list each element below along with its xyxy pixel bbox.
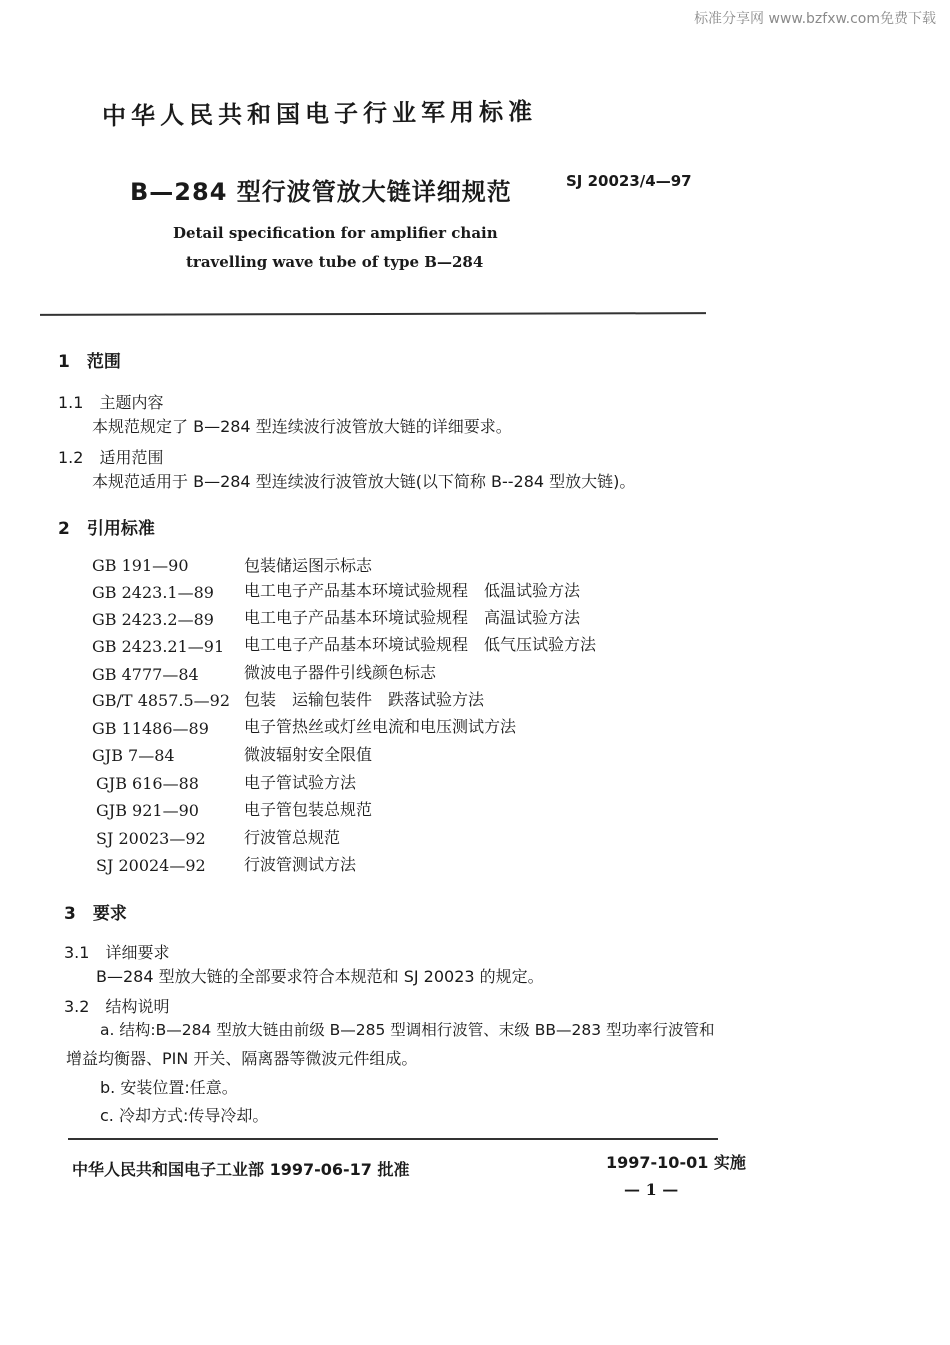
reference-title: 电工电子产品基本环境试验规程 低气压试验方法: [244, 635, 597, 654]
reference-code: GB 11486—89: [92, 719, 209, 738]
document-code: SJ 20023/4—97: [566, 172, 692, 190]
footer-divider: [68, 1138, 718, 1140]
structure-item-b: b. 安装位置:任意。: [100, 1078, 238, 1097]
reference-title: 电子管包装总规范: [244, 800, 373, 819]
reference-title: 微波电子器件引线颜色标志: [244, 663, 437, 682]
reference-code: GB 2423.1—89: [92, 583, 214, 602]
section-3-heading: 3 要求: [64, 904, 127, 924]
reference-title: 电子管试验方法: [244, 773, 357, 792]
header-divider: [40, 312, 706, 316]
reference-code: GJB 921—90: [96, 801, 199, 820]
section-2-heading: 2 引用标准: [58, 519, 155, 539]
approval-statement: 中华人民共和国电子工业部 1997-06-17 批准: [72, 1160, 410, 1179]
reference-code: SJ 20024—92: [96, 856, 206, 875]
reference-title: 电子管热丝或灯丝电流和电压测试方法: [244, 717, 517, 736]
watermark-text: 标准分享网 www.bzfxw.com免费下载: [694, 11, 936, 27]
reference-title: 包装储运图示标志: [244, 556, 373, 575]
reference-code: GB 4777—84: [92, 665, 199, 684]
standard-type-header: 中华人民共和国电子行业军用标准: [101, 97, 538, 131]
section-1-2-text: 本规范适用于 B—284 型连续波行波管放大链(以下简称 B--284 型放大链)。: [92, 472, 636, 491]
reference-code: SJ 20023—92: [96, 829, 206, 848]
reference-code: GB 191—90: [92, 556, 189, 575]
english-title-line-1: Detail specification for amplifier chain: [173, 224, 498, 242]
implementation-date: 1997-10-01 实施: [606, 1153, 746, 1172]
reference-code: GB/T 4857.5—92: [92, 691, 231, 710]
section-1-2-heading: 1.2 适用范围: [58, 448, 164, 467]
section-3-1-heading: 3.1 详细要求: [64, 943, 170, 962]
reference-code: GB 2423.21—91: [92, 637, 225, 656]
reference-title: 行波管测试方法: [244, 855, 357, 874]
reference-code: GJB 616—88: [96, 774, 199, 793]
reference-title: 电工电子产品基本环境试验规程 高温试验方法: [244, 608, 581, 627]
structure-item-a-line-2: 增益均衡器、PIN 开关、隔离器等微波元件组成。: [66, 1049, 418, 1068]
reference-code: GJB 7—84: [92, 746, 175, 765]
section-1-1-text: 本规范规定了 B—284 型连续波行波管放大链的详细要求。: [92, 417, 512, 436]
structure-item-c: c. 冷却方式:传导冷却。: [100, 1106, 269, 1125]
structure-item-a-line-1: a. 结构:B—284 型放大链由前级 B—285 型调相行波管、末级 BB—283 型功率行波管和: [100, 1021, 715, 1039]
section-1-heading: 1 范围: [58, 352, 121, 372]
reference-title: 电工电子产品基本环境试验规程 低温试验方法: [244, 581, 581, 600]
section-3-2-heading: 3.2 结构说明: [64, 997, 170, 1016]
page-number: — 1 —: [624, 1180, 679, 1199]
reference-code: GB 2423.2—89: [92, 610, 214, 629]
document-title: B—284 型行波管放大链详细规范: [130, 178, 512, 206]
reference-title: 包装 运输包装件 跌落试验方法: [244, 690, 485, 709]
reference-title: 微波辐射安全限值: [244, 745, 373, 764]
section-3-1-text: B—284 型放大链的全部要求符合本规范和 SJ 20023 的规定。: [96, 967, 544, 986]
section-1-1-heading: 1.1 主题内容: [58, 393, 164, 412]
reference-title: 行波管总规范: [244, 828, 341, 847]
english-title-line-2: travelling wave tube of type B—284: [186, 253, 484, 271]
